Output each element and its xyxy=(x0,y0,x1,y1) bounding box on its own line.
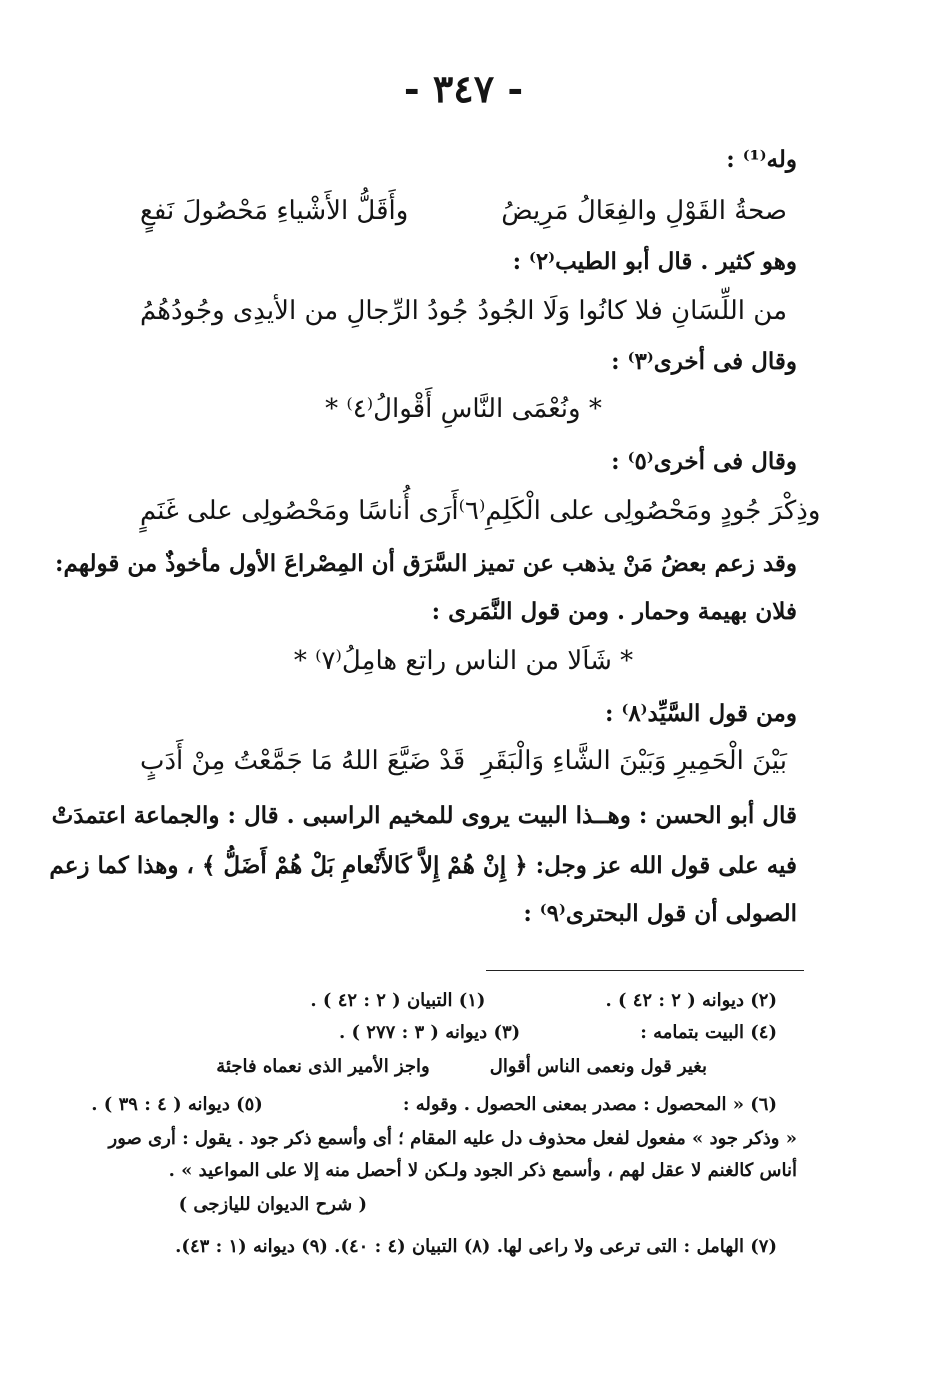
footnote-4-verse-first: واجز الأمير الذى نعماه فاجئة xyxy=(216,1056,430,1077)
verse-2-second-hemistich: من اللِّسَانِ فلا كانُوا وَلَا الجُودُ xyxy=(477,296,787,326)
footnotes-7-9: (٧) الهامل : التى ترعى ولا راعى لها. (٨) التبيان (٤ : ٤٠). (٩) ديوانه (١ : ٤٣). xyxy=(175,1236,777,1257)
paragraph-line-2: فلان بهيمة وحمار . ومن قول النَّمَرى : xyxy=(431,598,797,625)
intro-line-2: وهو كثير . قال أبو الطيب⁽٢⁾ : xyxy=(512,248,797,275)
verse-3-second-hemistich: وذِكْرَ جُودٍ ومَحْصُولِى على الْكَلِمِ⁽٦⁾ xyxy=(458,496,821,526)
footnote-separator xyxy=(486,970,804,971)
paragraph-line-3: قال أبو الحسن : وهــذا البيت يروى للمخيم الراسبى . قال : والجماعة اعتمدَتْ xyxy=(51,802,797,829)
footnote-row-3 xyxy=(91,1094,777,1115)
footnote-4-verse-second: بغير قول ونعمى الناس أقوال xyxy=(489,1056,707,1077)
paragraph-line-1: وقد زعم بعضُ مَنْ يذهب عن تميز السَّرَق أن المِصْراعَ الأول مأخوذٌ من قولهم: xyxy=(55,550,797,577)
verse-1 xyxy=(140,196,787,226)
verse-1-first-hemistich: وأَقَلُّ الأَشْياءِ مَحْصُولَ نَفعٍ xyxy=(140,196,409,226)
footnote-2: (٢) ديوانه ( ٢ : ٤٢ ) . xyxy=(605,990,777,1011)
hemistich-1: * ونُعْمَى النَّاسِ أَقْوالُ⁽٤⁾ * xyxy=(325,394,602,424)
footnote-6: (٦) « المحصول : مصدر بمعنى الحصول . وقوله : xyxy=(402,1094,777,1115)
paragraph-line-5: الصولى أن قول البحترى⁽٩⁾ : xyxy=(523,900,797,927)
footnote-row-1 xyxy=(310,990,777,1011)
footnote-4: (٤) البيت بتمامه : xyxy=(640,1022,777,1043)
footnote-row-2 xyxy=(339,1022,777,1043)
intro-line-4: وقال فى أخرى⁽٥⁾ : xyxy=(611,448,797,475)
verse-4-first-hemistich: قَدْ ضَيَّعَ اللهُ مَا جَمَّعْتُ مِنْ أَدَبٍ xyxy=(140,746,466,776)
paragraph-line-4: فيه على قول الله عز وجل: ﴿ إِنْ هُمْ إِلاَّ كَالأَنْعامِ بَلْ هُمْ أَضَلُّ ﴾ ، وهذا كما زعم xyxy=(49,852,797,879)
intro-line-3: وقال فى أخرى⁽٣⁾ : xyxy=(611,348,797,375)
verse-3 xyxy=(140,496,821,526)
footnote-5: (٥) ديوانه ( ٤ : ٣٩ ) . xyxy=(91,1094,263,1115)
footnote-3: (٣) ديوانه ( ٣ : ٢٧٧ ) . xyxy=(338,1022,521,1043)
verse-3-first-hemistich: أَرَى أُناسًا ومَحْصُولِى على غَنَمٍ xyxy=(140,496,459,526)
page-number: - ٣٤٧ - xyxy=(403,66,524,111)
verse-2 xyxy=(140,296,787,326)
verse-2-first-hemistich: جُودُ الرِّجالِ من الأيدِى وجُودُهُمُ xyxy=(140,296,469,326)
hemistich-2: * شَاَلا من الناس راتع هامِلُ⁽٧⁾ * xyxy=(293,646,634,676)
footnote-1: (١) التبيان ( ٢ : ٤٢ ) . xyxy=(310,990,486,1011)
footnote-6-line-3: أناس كالغنم لا عقل لهم ، وأسمع ذكر الجود ولـكن لا أحصل منه إلا على المواعيد » . xyxy=(168,1160,797,1181)
verse-4-second-hemistich: بَيْنَ الْحَمِيرِ وَبَيْنَ الشَّاءِ وَالْبَقَرِ xyxy=(480,746,787,776)
intro-line-1: وله⁽¹⁾ : xyxy=(726,146,797,173)
intro-line-5: ومن قول السَّيِّد⁽٨⁾ : xyxy=(604,700,797,727)
footnote-4-verse xyxy=(216,1056,707,1077)
footnote-6-line-2: « وذكر جود » مفعول لفعل محذوف دل عليه المقام ؛ أى وأسمع ذكر جود . يقول : أرى صور xyxy=(108,1128,797,1149)
verse-1-second-hemistich: صحةُ القَوْلِ والفِعَالُ مَرِيضُ xyxy=(501,196,787,226)
verse-4 xyxy=(140,746,787,776)
footnote-6-source: ( شرح الديوان لليازجى ) xyxy=(178,1194,367,1215)
